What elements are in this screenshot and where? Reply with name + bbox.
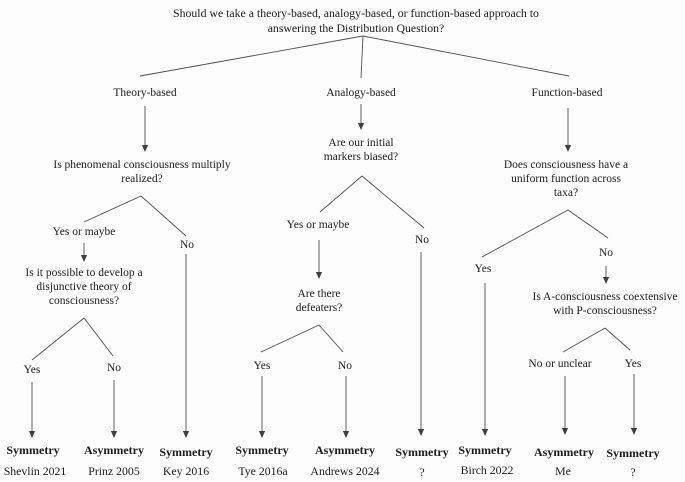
outcome-verdict-birch: Symmetry: [458, 443, 512, 457]
outcome-source-shevlin: Shevlin 2021: [3, 464, 67, 478]
root-question-line2: answering the Distribution Question?: [267, 21, 445, 35]
outcome-verdict-unknown2: Symmetry: [606, 446, 660, 460]
answer-function-1-no: No: [598, 247, 614, 259]
outcome-verdict-tye: Symmetry: [235, 443, 289, 457]
outcome-source-andrews: Andrews 2024: [310, 464, 380, 478]
outcome-verdict-unknown1: Symmetry: [395, 445, 449, 459]
answer-analogy-1-yes: Yes or maybe: [286, 219, 350, 231]
outcome-verdict-shevlin: Symmetry: [6, 443, 60, 457]
outcome-source-unknown1: ?: [419, 465, 425, 479]
answer-theory-2-no: No: [106, 362, 122, 374]
answer-function-2-no-unclear: No or unclear: [528, 358, 592, 370]
outcome-verdict-me: Asymmetry: [534, 445, 594, 459]
outcome-source-key: Key 2016: [162, 464, 210, 478]
answer-function-2-yes: Yes: [624, 358, 642, 370]
question-function-2: Is A-consciousness coextensive with P-consciousness?: [532, 291, 678, 317]
outcome-source-prinz: Prinz 2005: [88, 464, 140, 478]
outcome-source-birch: Birch 2022: [460, 463, 514, 477]
branch-label-theory: Theory-based: [113, 87, 177, 99]
answer-analogy-1-no: No: [414, 234, 430, 246]
answer-function-1-yes: Yes: [474, 263, 492, 275]
outcome-source-tye: Tye 2016a: [238, 464, 288, 478]
outcome-verdict-andrews: Asymmetry: [315, 443, 375, 457]
question-theory-1: Is phenomenal consciousness multiply realized?: [53, 159, 231, 185]
outcome-source-me: Me: [555, 464, 571, 478]
question-analogy-1: Are our initial markers biased?: [323, 137, 399, 163]
answer-theory-1-no: No: [179, 239, 195, 251]
answer-analogy-2-no: No: [337, 360, 353, 372]
answer-analogy-2-yes: Yes: [253, 360, 271, 372]
branch-label-function: Function-based: [531, 87, 603, 99]
root-split-lines: [140, 36, 569, 78]
outcome-verdict-prinz: Asymmetry: [84, 443, 144, 457]
root-question: [76, 6, 636, 36]
question-theory-2: Is it possible to develop a disjunctive theory of consciousness?: [25, 267, 143, 307]
answer-theory-2-yes: Yes: [23, 364, 41, 376]
question-analogy-2: Are there defeaters?: [295, 288, 343, 314]
question-function-1: Does consciousness have a uniform function across taxa?: [503, 159, 629, 199]
outcome-source-unknown2: ?: [630, 465, 636, 479]
answer-theory-1-yes: Yes or maybe: [52, 226, 116, 238]
outcome-verdict-key: Symmetry: [159, 445, 213, 459]
branch-label-analogy: Analogy-based: [326, 87, 396, 99]
root-question-line1: Should we take a theory-based, analogy-based, or function-based approach to: [173, 6, 539, 20]
